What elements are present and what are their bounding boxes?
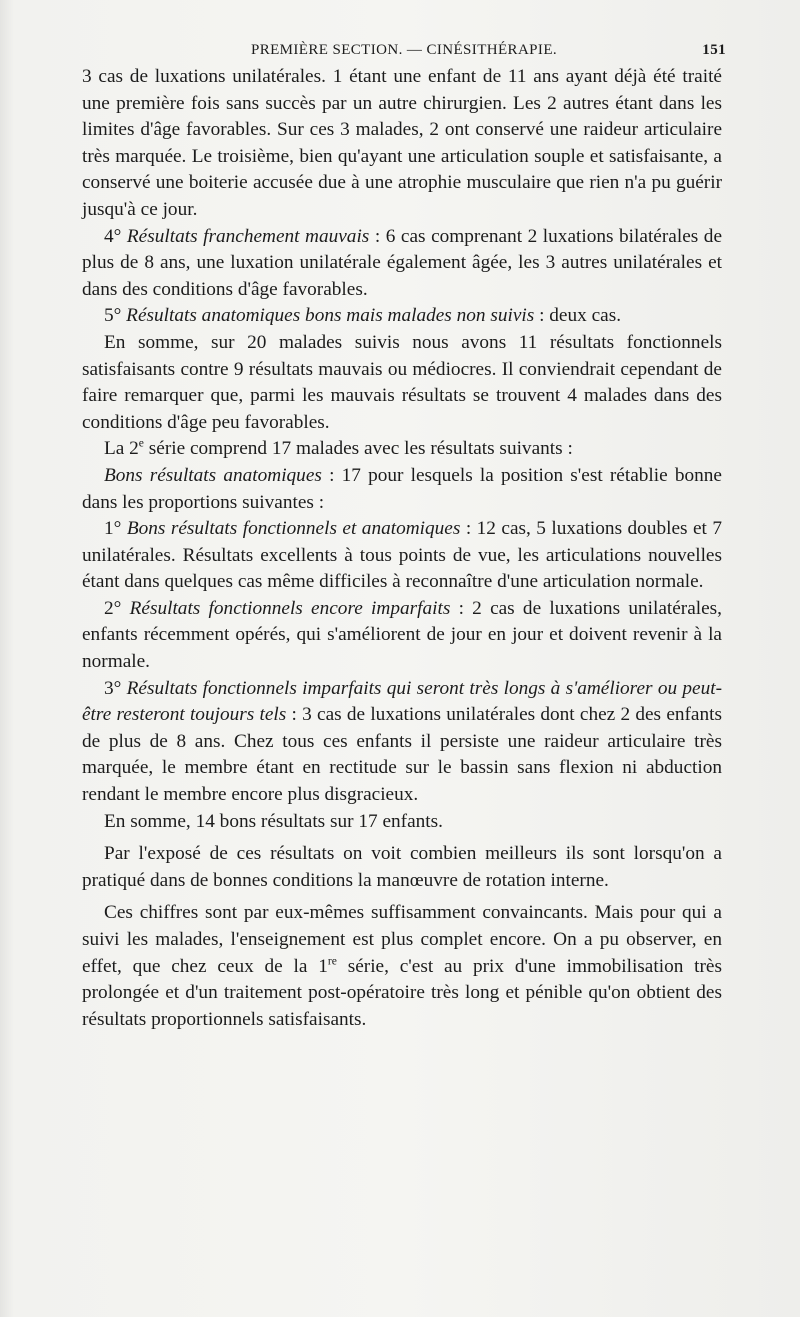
italic-phrase: Bons résultats anatomiques: [104, 464, 322, 486]
running-title: PREMIÈRE SECTION. — CINÉSITHÉRAPIE.: [250, 42, 558, 58]
text-run: : 2 cas de luxations unilatérales, enfants récemment opérés, qui s'améliorent de jour en jour et doivent revenir à la normale.: [82, 597, 723, 673]
paragraph: [82, 676, 722, 809]
paragraph: [82, 64, 722, 224]
text-run: 3°: [104, 677, 127, 699]
text-run: : 12 cas, 5 luxations doubles et 7 unilatérales. Résultats excellents à tous points de vue, les articulations nouvelles étant dans quelques cas même difficiles à reconnaître d'une articulation normale.: [82, 518, 722, 593]
paragraph: [82, 463, 722, 516]
paragraph: [82, 303, 722, 330]
text-run: : 3 cas de luxations unilatérales dont chez 2 des enfants de plus de 8 ans. Chez tous ces enfants il persiste une raideur articulaire très marquée, le membre étant en rectitude sur le bassin sans flexion ni abduction rendant le membre encore plus disgracieux.: [82, 704, 722, 806]
page-number: 151: [702, 42, 726, 58]
paragraph: [82, 809, 722, 836]
text-run: : deux cas.: [534, 305, 622, 327]
page-body: [82, 64, 722, 1033]
text-run: série comprend 17 malades avec les résultats suivants :: [143, 438, 573, 460]
text-run: Par l'exposé de ces résultats on voit combien meilleurs ils sont lorsqu'on a pratiqué dans de bonnes conditions la manœuvre de rotation interne.: [82, 843, 722, 891]
paragraph: [82, 330, 722, 436]
superscript: re: [327, 954, 337, 968]
text-run: série, c'est au prix d'une immobilisation très prolongée et d'un traitement post-opératoire très long et pénible qu'on obtient des résultats proportionnels satisfaisants.: [82, 955, 722, 1030]
text-run: 3 cas de luxations unilatérales. 1 étant une enfant de 11 ans ayant déjà été traité une première fois sans succès par un autre chirurgien. Les 2 autres étant dans les limites d'âge favorables. Sur ces 3 malades, 2 ont conservé une raideur articulaire très marquée. Le troisième, bien qu'ayant une articulation souple et satisfaisante, a conservé une boiterie accusée due à une atrophie musculaire que rien n'a pu guérir jusqu'à ce jour.: [82, 66, 722, 220]
paragraph: [82, 596, 722, 676]
text-run: La 2: [104, 438, 139, 460]
italic-phrase: Résultats anatomiques bons mais malades non suivis: [126, 305, 535, 327]
text-run: En somme, sur 20 malades suivis nous avons 11 résultats fonctionnels satisfaisants contre 9 résultats mauvais ou médiocres. Il conviendrait cependant de faire remarquer que, parmi les mauvais résultats se trouvent 4 malades dans des conditions d'âge peu favorables.: [82, 331, 722, 433]
paragraph: [82, 224, 722, 304]
text-run: 4°: [104, 225, 127, 247]
paragraph: [82, 841, 722, 894]
text-run: 5°: [104, 305, 127, 327]
text-run: Ces chiffres sont par eux-mêmes suffisamment convaincants. Mais pour qui a suivi les malades, l'enseignement est plus complet encore. On a pu observer, en effet, que chez ceux de la 1: [82, 902, 722, 977]
italic-phrase: Résultats fonctionnels imparfaits qui seront très longs à s'améliorer ou peut-être resteront toujours tels: [82, 677, 722, 726]
paragraph: [82, 900, 722, 1033]
text-run: 2°: [104, 597, 130, 619]
paragraph: [82, 436, 722, 463]
italic-phrase: Résultats fonctionnels encore imparfaits: [129, 597, 451, 619]
text-run: 1°: [104, 518, 127, 540]
page-header: [82, 42, 726, 64]
text-run: : 17 pour lesquels la position s'est rétablie bonne dans les proportions suivantes :: [82, 464, 722, 513]
superscript: e: [138, 436, 144, 450]
text-run: En somme, 14 bons résultats sur 17 enfants.: [104, 810, 443, 832]
text-run: : 6 cas comprenant 2 luxations bilatérales de plus de 8 ans, une luxation unilatérale également âgée, les 3 autres unilatérales et dans des conditions d'âge favorables.: [82, 225, 723, 300]
italic-phrase: Bons résultats fonctionnels et anatomiques: [126, 518, 461, 540]
paragraph: [82, 516, 722, 596]
italic-phrase: Résultats franchement mauvais: [126, 225, 370, 247]
